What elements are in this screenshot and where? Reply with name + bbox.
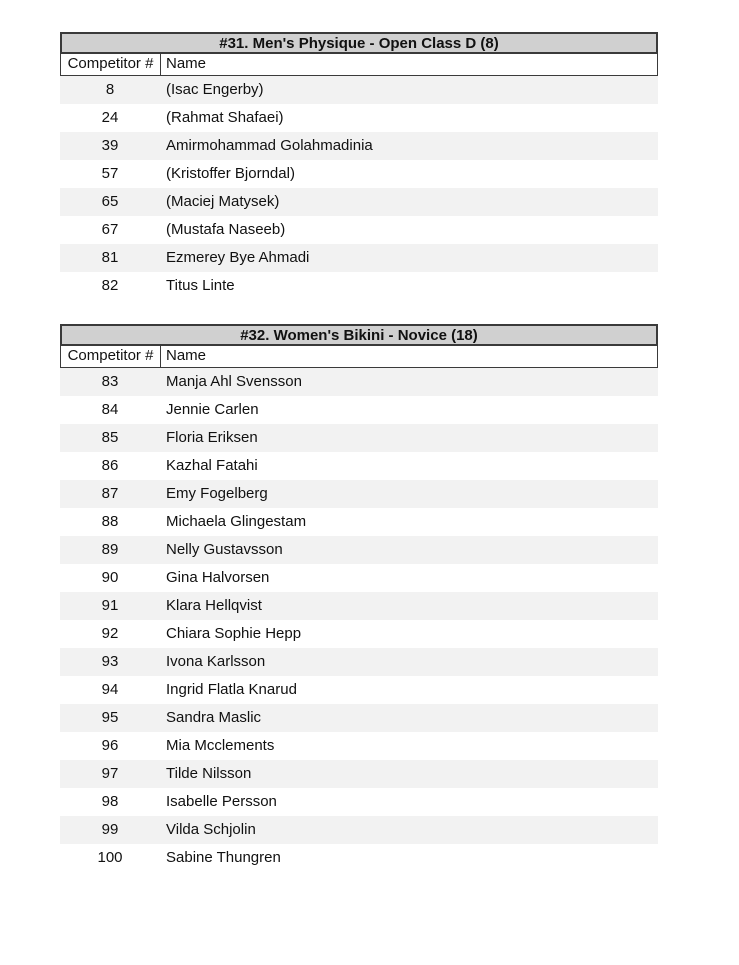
table-row — [60, 592, 658, 620]
competitor-number: 95 — [101, 709, 119, 726]
competitor-number: 89 — [101, 541, 119, 558]
table-row — [60, 160, 658, 188]
competitor-number: 93 — [101, 653, 119, 670]
table-row — [60, 648, 658, 676]
competitor-name: Isabelle Persson — [166, 793, 277, 810]
competitor-number: 67 — [101, 221, 119, 238]
competitor-name: Floria Eriksen — [166, 429, 258, 446]
competitor-number: 87 — [101, 485, 119, 502]
competitor-number: 92 — [101, 625, 119, 642]
competitor-name: Titus Linte — [166, 277, 235, 294]
table-header — [60, 54, 658, 76]
competitor-number: 97 — [101, 765, 119, 782]
competitor-number: 81 — [101, 249, 119, 266]
table-row — [60, 844, 658, 872]
table-row — [60, 104, 658, 132]
competitor-name: Vilda Schjolin — [166, 821, 256, 838]
competitor-name: (Isac Engerby) — [166, 81, 264, 98]
table-row — [60, 76, 658, 104]
competitor-name: Manja Ahl Svensson — [166, 373, 302, 390]
competitor-name: Mia Mcclements — [166, 737, 275, 754]
competitor-number: 57 — [101, 165, 119, 182]
table-header — [60, 346, 658, 368]
table-row — [60, 396, 658, 424]
table-row — [60, 760, 658, 788]
competitor-number: 85 — [101, 429, 119, 446]
competitor-number: 24 — [101, 109, 119, 126]
column-header-name: Name — [166, 347, 207, 364]
competitor-number: 94 — [101, 681, 119, 698]
competitor-number: 96 — [101, 737, 119, 754]
table-row — [60, 132, 658, 160]
table-row — [60, 704, 658, 732]
table-row — [60, 732, 658, 760]
competitor-name: (Mustafa Naseeb) — [166, 221, 286, 238]
column-header-competitor-number: Competitor # — [61, 346, 161, 367]
competitor-number: 82 — [101, 277, 119, 294]
table-row — [60, 368, 658, 396]
table-row — [60, 564, 658, 592]
table-row — [60, 508, 658, 536]
competitor-number: 91 — [101, 597, 119, 614]
competitor-table-32 — [60, 324, 658, 872]
table-row — [60, 424, 658, 452]
competitor-name: (Maciej Matysek) — [166, 193, 280, 210]
table-row — [60, 788, 658, 816]
competitor-name: Chiara Sophie Hepp — [166, 625, 302, 642]
competitor-number: 98 — [101, 793, 119, 810]
column-header-competitor-number: Competitor # — [61, 54, 161, 75]
table-row — [60, 188, 658, 216]
table-title: #31. Men's Physique - Open Class D (8) — [60, 32, 658, 54]
table-row — [60, 816, 658, 844]
competitor-name: (Rahmat Shafaei) — [166, 109, 284, 126]
column-header-name: Name — [166, 55, 207, 72]
table-row — [60, 244, 658, 272]
competitor-number: 86 — [101, 457, 119, 474]
competitor-number: 65 — [101, 193, 119, 210]
competitor-name: (Kristoffer Bjorndal) — [166, 165, 295, 182]
competitor-name: Jennie Carlen — [166, 401, 259, 418]
table-row — [60, 620, 658, 648]
competitor-name: Sabine Thungren — [166, 849, 281, 866]
competitor-name: Klara Hellqvist — [166, 597, 262, 614]
table-row — [60, 536, 658, 564]
competitor-number: 83 — [101, 373, 119, 390]
table-row — [60, 676, 658, 704]
competitor-number: 8 — [105, 81, 115, 98]
competitor-number: 100 — [97, 849, 123, 866]
table-row — [60, 216, 658, 244]
competitor-name: Nelly Gustavsson — [166, 541, 283, 558]
competitor-name: Ivona Karlsson — [166, 653, 266, 670]
competitor-name: Kazhal Fatahi — [166, 457, 258, 474]
competitor-name: Sandra Maslic — [166, 709, 262, 726]
competitor-name: Ezmerey Bye Ahmadi — [166, 249, 310, 266]
table-row — [60, 480, 658, 508]
competitor-name: Amirmohammad Golahmadinia — [166, 137, 373, 154]
competitor-name: Gina Halvorsen — [166, 569, 270, 586]
competitor-name: Michaela Glingestam — [166, 513, 307, 530]
table-title: #32. Women's Bikini - Novice (18) — [60, 324, 658, 346]
competitor-number: 90 — [101, 569, 119, 586]
competitor-name: Emy Fogelberg — [166, 485, 268, 502]
table-row — [60, 272, 658, 300]
competitor-number: 88 — [101, 513, 119, 530]
competitor-number: 84 — [101, 401, 119, 418]
competitor-name: Tilde Nilsson — [166, 765, 252, 782]
competitor-table-31 — [60, 32, 658, 300]
table-row — [60, 452, 658, 480]
competitor-number: 39 — [101, 137, 119, 154]
competitor-name: Ingrid Flatla Knarud — [166, 681, 297, 698]
competitor-number: 99 — [101, 821, 119, 838]
